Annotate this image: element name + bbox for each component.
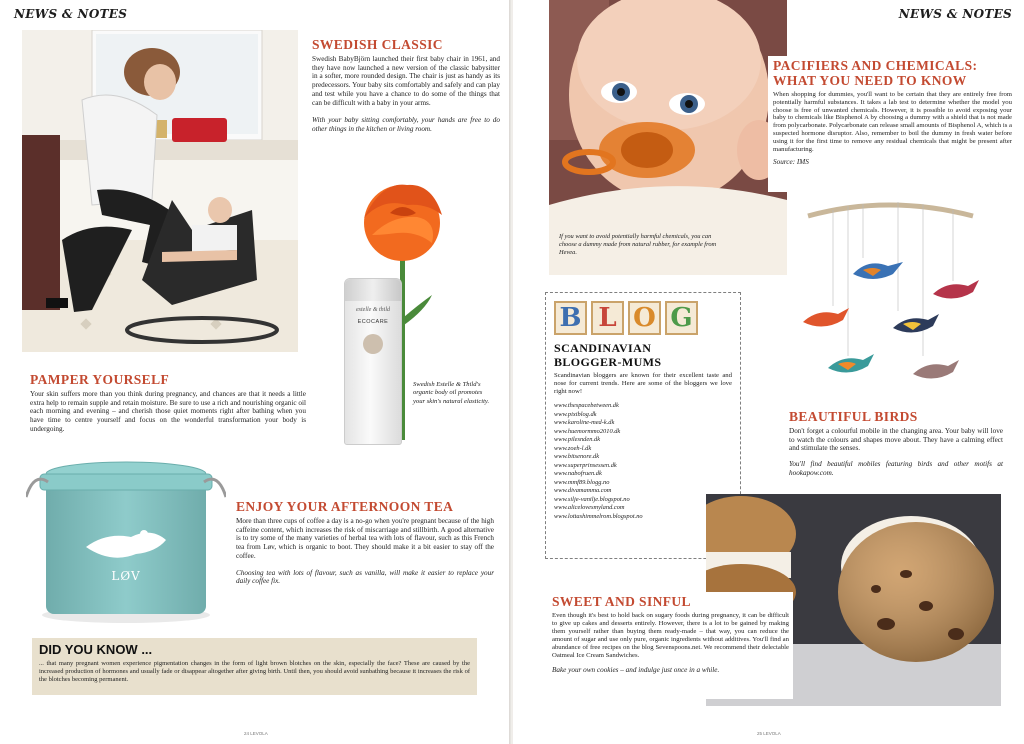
blog-link[interactable]: www.lottashimmelrom.blogspot.no [554, 512, 643, 520]
blog-title-line1: SCANDINAVIAN [554, 341, 652, 355]
sweet-article [548, 592, 793, 699]
bird-mobile-photo [793, 196, 983, 396]
right-page-number: 25 LEVOLA [757, 731, 781, 736]
tea-tin-photo [26, 452, 226, 628]
blog-link[interactable]: www.bitsenore.dk [554, 453, 600, 460]
did-you-know-box [32, 638, 477, 695]
baby-pacifier-photo [549, 0, 787, 275]
swedish-classic-caption: With your baby sitting comfortably, your hands are free to do other things in the kitchen or living room. [312, 116, 500, 133]
blog-block-o [628, 301, 661, 335]
sweet-caption: Bake your own cookies – and indulge just once in a while. [552, 666, 720, 674]
birds-body: Don't forget a colourful mobile in the changing area. Your baby will love to watch the colours and shapes move about. They have a calming effect and stimulate the senses. [789, 427, 1003, 453]
blog-intro: Scandinavian bloggers are known for their excellent taste and nose for current trends. Here are some of the bloggers we love right now! [554, 372, 732, 395]
blog-letter-blocks [554, 301, 732, 335]
sweet-title: SWEET AND SINFUL [552, 594, 691, 609]
birds-caption: You'll find beautiful mobiles featuring birds and other motifs at hookapow.com. [789, 460, 1003, 477]
tea-article [236, 499, 494, 586]
tea-tin-label: LØV [111, 569, 141, 583]
pamper-article [30, 372, 306, 434]
right-page-header: NEWS & NOTES [898, 7, 1012, 21]
right-page [513, 0, 1024, 744]
bottle-cap [345, 279, 401, 301]
pamper-title: PAMPER YOURSELF [30, 372, 170, 387]
bottle-brand: estelle & thild [356, 307, 390, 313]
sweet-body: Even though it's best to hold back on sugary foods during pregnancy, it can be difficult to give up cakes and desserts entirely. However, there is a lot to be gained by making them yourself rather than buying them ready-made – that way, you can reduce the amount of sugar and use only pure, organic ingredients without additives. You'll find an abundance of free recipes on the blog Sevenspoons.net. We recommend their delectable Oatmeal Ice Cream Sandwiches. [552, 612, 789, 659]
blog-link[interactable]: www.mmf89.blogg.no [554, 478, 610, 486]
blog-link[interactable]: www.alicelovesmyland.com [554, 504, 625, 511]
blog-block-b [554, 301, 587, 335]
tea-caption: Choosing tea with lots of flavour, such as vanilla, will make it easier to replace your daily coffee fix. [236, 568, 494, 586]
bottle-line: ECOCARE [357, 319, 389, 325]
blog-block-g [665, 301, 698, 335]
bottle-emblem [363, 334, 383, 354]
oil-bottle [344, 278, 402, 445]
pacifier-caption: If you want to avoid potentially harmful chemicals, you can choose a dummy made from natural rubber, for example from Hevea. [559, 233, 717, 256]
left-page-header: NEWS & NOTES [14, 7, 128, 21]
blog-block-l [591, 301, 624, 335]
pacifiers-article [768, 56, 1014, 192]
swedish-classic-body: Swedish BabyBjörn launched their first baby chair in 1961, and they have now launched a new version of the classic babysitter in a softer, more rounded design. The chair is just as handy as its predecessors. Your baby sits comfortably and safely and can play and test while you have a chance to do some of the things that can be difficult with a baby in your arms. [312, 55, 500, 107]
pacifiers-source: Source: IMS [773, 158, 809, 167]
blog-link[interactable]: www.superprinsessen.dk [554, 461, 617, 469]
blog-letter-l: L [598, 303, 617, 333]
blog-link[interactable]: www.huemormmo2010.dk [554, 427, 621, 435]
blog-link[interactable]: www.thespacebetween.dk [554, 402, 619, 409]
blog-letter-g: G [670, 303, 693, 333]
pacifiers-body: When shopping for dummies, you'll want to be certain that they are entirely free from potentially harmful substances. It takes a lab test to determine whether the model you choose is free of unwanted chemicals. However, it is possible to avoid exposing your baby to chemicals like Bisphenol A by choosing a dummy with a shield that is not made from polycarbonate. Polycarbonate can release small amounts of Bisphenol A, which is a suspected hormone disruptor. Also, remember to boil the dummy in fresh water before using it for the first time to remove any residual chemicals that might be present after manufacturing. [773, 91, 1012, 153]
left-page [0, 0, 511, 744]
tea-body: More than three cups of coffee a day is a no-go when you're pregnant because of the high caffeine content, which increases the risk of miscarriage and stillbirth. A good alternative is to try some of the many varieties of herbal tea with lots of flavour, such as this French tea from Løv, which is organic to boot. They should make it a bit easier to stay off the coffee. [236, 517, 494, 560]
blog-link[interactable]: www.nabofruen.dk [554, 470, 602, 477]
birds-article [789, 409, 1003, 478]
blog-letter-o: O [633, 303, 656, 333]
blog-title-line2: BLOGGER-MUMS [554, 355, 662, 369]
blog-link[interactable]: www.divamamma.com [554, 487, 612, 494]
swedish-classic-article [312, 37, 500, 134]
blog-link[interactable]: www.pilesnden.dk [554, 436, 601, 443]
blog-link[interactable]: www.silje-vanilje.blogspot.no [554, 495, 630, 503]
oil-caption: Swedish Estelle & Thild's organic body oil promotes your skin's natural elasticity. [413, 381, 490, 405]
baby-bouncer-photo [22, 30, 298, 352]
rose-oil-photo [330, 175, 495, 475]
did-you-know-body: ... that many pregnant women experience pigmentation changes in the form of light brown blotches on the skin, especially the face? These are caused by the increased production of hormones and usually fade or disappear altogether after giving birth. Until then, you should avoid sunbathing because it increases the risk of the blotches becoming permanent. [39, 660, 470, 683]
blog-link[interactable]: www.karoline-med-k.dk [554, 419, 615, 426]
pacifiers-title-line1: PACIFIERS AND CHEMICALS: [773, 58, 978, 73]
did-you-know-title: DID YOU KNOW ... [39, 642, 153, 657]
blog-link[interactable]: www.zoeh-l.dk [554, 444, 592, 452]
blog-link[interactable]: www.pixiblog.dk [554, 410, 597, 418]
birds-title: BEAUTIFUL BIRDS [789, 409, 918, 424]
pamper-body: Your skin suffers more than you think during pregnancy, and chances are that it needs a little extra help to remain supple and retain moisture. Be sure to use a rich and nourishing organic oil each morning and evening – and cherish those quiet moments right after bathing when you have time to centre yourself and focus on the wonderful transformation your body is undergoing. [30, 390, 306, 433]
pacifiers-title-line2: WHAT YOU NEED TO KNOW [773, 73, 967, 88]
tea-title: ENJOY YOUR AFTERNOON TEA [236, 499, 454, 514]
pacifier-caption-block [559, 230, 729, 257]
left-page-number: 24 LEVOLA [244, 731, 268, 736]
oil-caption-block [413, 378, 493, 406]
blog-letter-b: B [559, 303, 582, 333]
swedish-classic-title: SWEDISH CLASSIC [312, 37, 443, 52]
